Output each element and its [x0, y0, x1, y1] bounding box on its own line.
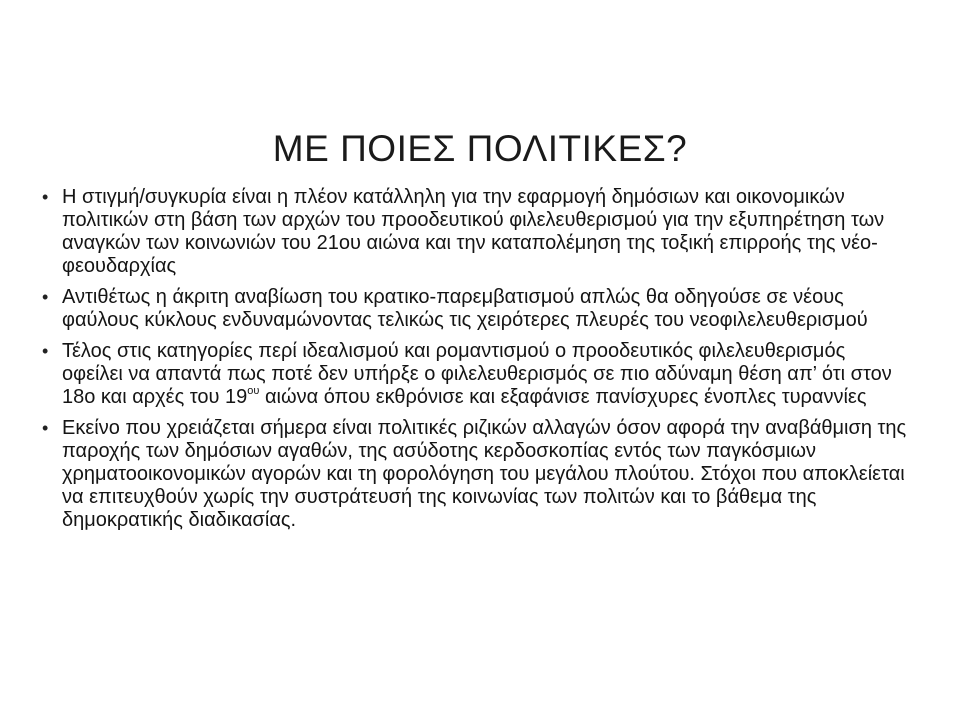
bullet-text-continued: αιώνα όπου εκθρόνισε και εξαφάνισε πανίσχυρες ένοπλες τυραννίες: [259, 386, 867, 408]
bullet-list: [40, 186, 910, 540]
bullet-text: Η στιγμή/συγκυρία είναι η πλέον κατάλληλη για την εφαρμογή δημόσιων και οικονομικών πολιτικών στη βάση των αρχών του προοδευτικού φιλελευθερισμού για την εξυπηρέτηση των αναγκών των κοινωνιών του 21ου αιώνα και την καταπολέμηση της τοξική επιρροής της νέο-φεουδαρχίας: [62, 186, 885, 277]
bullet-dot: •: [42, 187, 49, 207]
bullet-item-3: [40, 340, 910, 409]
bullet-item-4: [40, 417, 910, 532]
bullet-superscript: ου: [247, 385, 260, 397]
bullet-dot: •: [42, 418, 49, 438]
bullet-text: Εκείνο που χρειάζεται σήμερα είναι πολιτικές ριζικών αλλαγών όσον αφορά την αναβάθμιση της παροχής των δημόσιων αγαθών, της ασύδοτης κερδοσκοπίας εντός των παγκόσμιων χρηματοοικονομικών αγορών και τη φορολόγηση του μεγάλου πλούτου. Στόχοι που αποκλείεται να επιτευχθούν χωρίς την συστράτευσή της κοινωνίας των πολιτών και το βάθεμα της δημοκρατικής διαδικασίας.: [62, 417, 907, 531]
bullet-text: Αντιθέτως η άκριτη αναβίωση του κρατικο-παρεμβατισμού απλώς θα οδηγούσε σε νέους φαύλους κύκλους ενδυναμώνοντας τελικώς τις χειρότερες πλευρές του νεοφιλελευθερισμού: [62, 286, 868, 331]
bullet-item-1: [40, 186, 910, 278]
bullet-text: Τέλος στις κατηγορίες περί ιδεαλισμού και ρομαντισμού ο προοδευτικός φιλελευθερισμός οφείλει να απαντά πως ποτέ δεν υπήρξε ο φιλελευθερισμός σε πιο αδύναμη θέση απ’ ότι στον 18ο και αρχές του 19: [62, 340, 892, 408]
bullet-dot: •: [42, 287, 49, 307]
slide-title: ΜΕ ΠΟΙΕΣ ΠΟΛΙΤΙΚΕΣ?: [272, 128, 688, 169]
bullet-item-2: [40, 286, 910, 332]
bullet-dot: •: [42, 341, 49, 361]
